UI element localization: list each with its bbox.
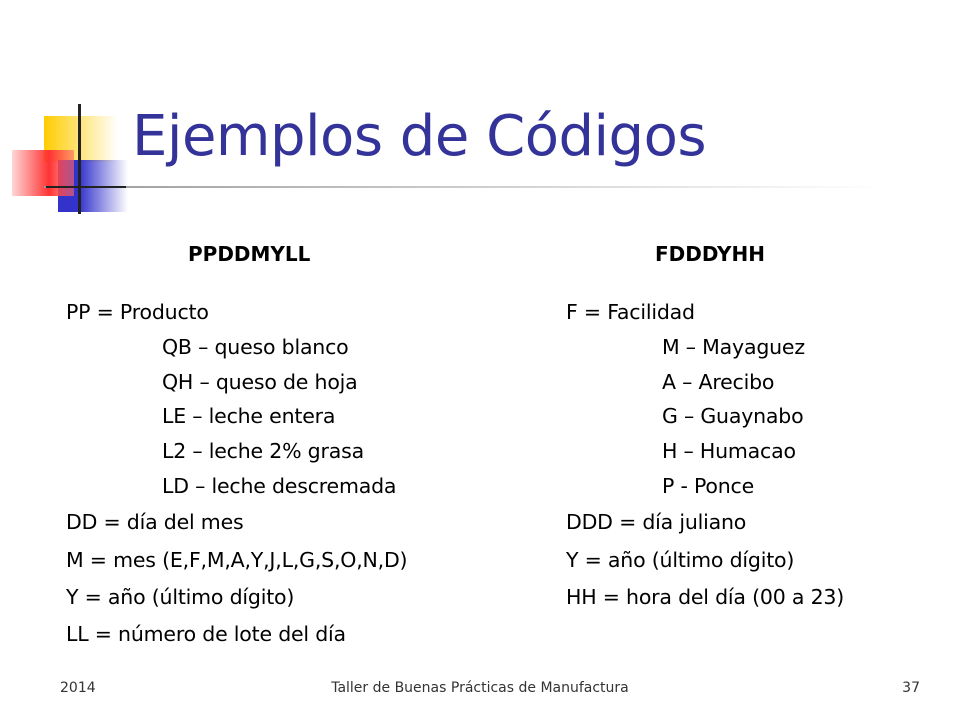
red-square <box>12 150 74 196</box>
right-line: P - Ponce <box>662 474 755 498</box>
right-line: A – Arecibo <box>662 370 775 394</box>
left-line: LD – leche descremada <box>162 474 397 498</box>
right-line: DDD = día juliano <box>566 510 747 534</box>
left-column-heading: PPDDMYLL <box>188 242 311 266</box>
left-line: LL = número de lote del día <box>66 622 346 646</box>
right-column-heading: FDDDYHH <box>655 242 765 266</box>
right-line: F = Facilidad <box>566 300 695 324</box>
left-line: QB – queso blanco <box>162 335 349 359</box>
slide-title: Ejemplos de Códigos <box>132 104 707 169</box>
footer-page-number: 37 <box>902 680 920 696</box>
left-line: L2 – leche 2% grasa <box>162 439 364 463</box>
left-line: DD = día del mes <box>66 510 244 534</box>
left-line: LE – leche entera <box>162 404 336 428</box>
footer-year: 2014 <box>60 680 96 696</box>
footer-title: Taller de Buenas Prácticas de Manufactura <box>331 680 629 696</box>
right-line: H – Humacao <box>662 439 796 463</box>
left-line: PP = Producto <box>66 300 209 324</box>
left-line: M = mes (E,F,M,A,Y,J,L,G,S,O,N,D) <box>66 548 408 572</box>
left-line: QH – queso de hoja <box>162 370 358 394</box>
right-line: Y = año (último dígito) <box>566 548 795 572</box>
right-line: HH = hora del día (00 a 23) <box>566 585 845 609</box>
right-line: M – Mayaguez <box>662 335 805 359</box>
left-line: Y = año (último dígito) <box>66 585 295 609</box>
right-line: G – Guaynabo <box>662 404 804 428</box>
